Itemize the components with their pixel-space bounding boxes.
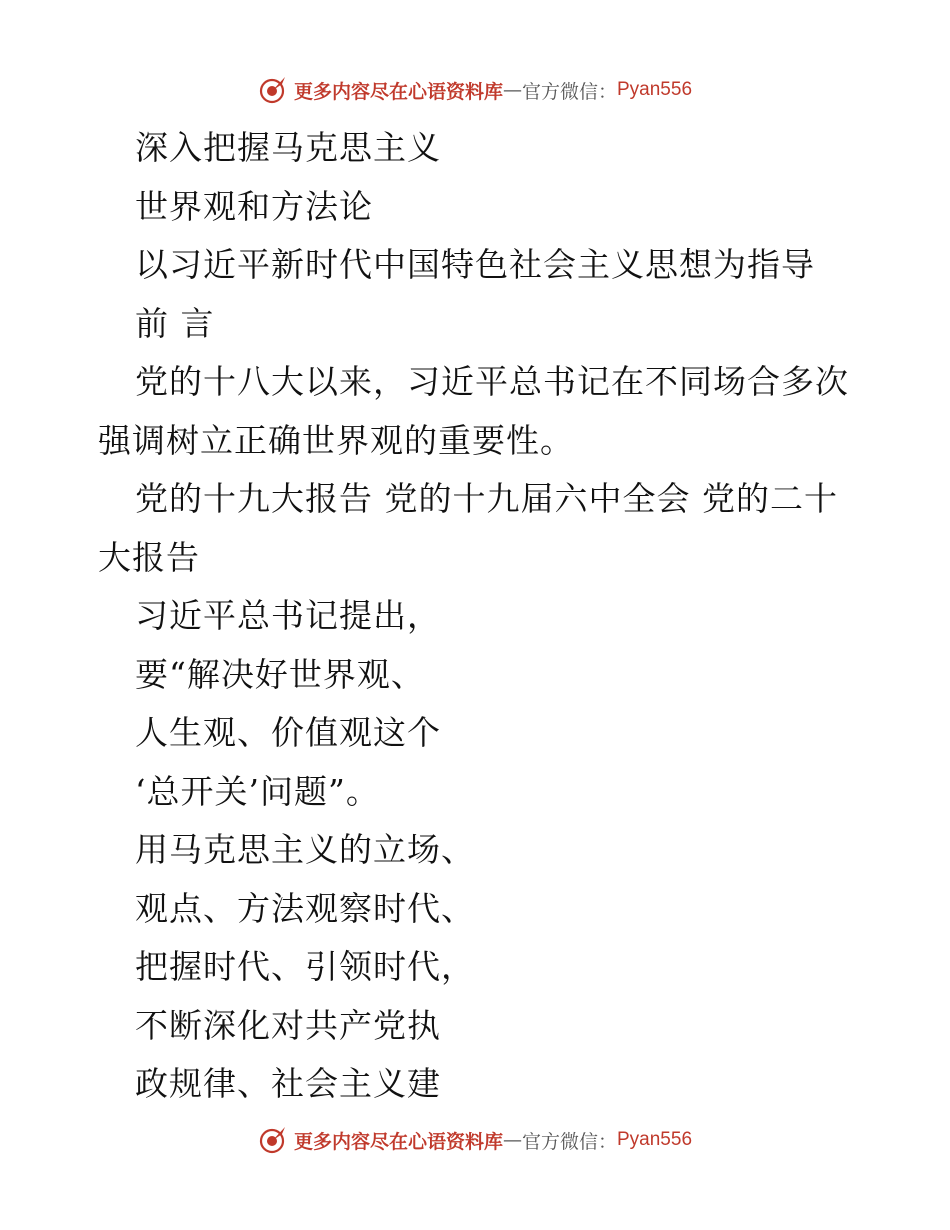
banner-wechat-id: Pyan556: [617, 1129, 693, 1150]
document-body: [98, 119, 858, 1114]
body-line: 习近平总书记提出，: [135, 596, 441, 635]
footer-banner: [0, 1120, 950, 1160]
quill-logo-icon: [258, 1125, 288, 1155]
body-line: 人生观、价值观这个: [135, 713, 441, 752]
body-line: ‘总开关’问题”。: [135, 771, 380, 811]
body-line: 要“解决好世界观、: [135, 654, 425, 694]
banner-wechat-id: Pyan556: [617, 79, 693, 100]
body-line: 世界观和方法论: [135, 186, 373, 226]
banner-site-text: 更多内容尽在心语资料库: [293, 80, 503, 103]
body-line: 把握时代、引领时代，: [135, 947, 475, 986]
body-line: 深入把握马克思主义: [135, 128, 441, 167]
body-line: 用马克思主义的立场、: [135, 830, 475, 869]
banner-separator: —: [502, 79, 522, 101]
body-line: 观点、方法观察时代、: [135, 888, 475, 928]
body-line: 强调树立正确世界观的重要性。: [98, 420, 574, 460]
body-line: 党的十九大报告 党的十九届六中全会 党的二十: [135, 479, 838, 518]
section-heading: 前 言: [135, 303, 215, 343]
body-line: 以习近平新时代中国特色社会主义思想为指导: [135, 245, 815, 284]
banner-wechat-label: 官方微信：: [521, 1130, 617, 1153]
body-line: 政规律、社会主义建: [135, 1064, 441, 1103]
banner-separator: —: [502, 1129, 522, 1151]
body-line: 不断深化对共产党执: [135, 1005, 441, 1045]
header-banner: [0, 70, 950, 110]
quill-logo-icon: [258, 75, 288, 105]
banner-wechat-label: 官方微信：: [521, 80, 617, 103]
body-line: 大报告: [98, 537, 200, 577]
body-line: 党的十八大以来，习近平总书记在不同场合多次: [135, 362, 849, 401]
banner-site-text: 更多内容尽在心语资料库: [293, 1130, 503, 1153]
